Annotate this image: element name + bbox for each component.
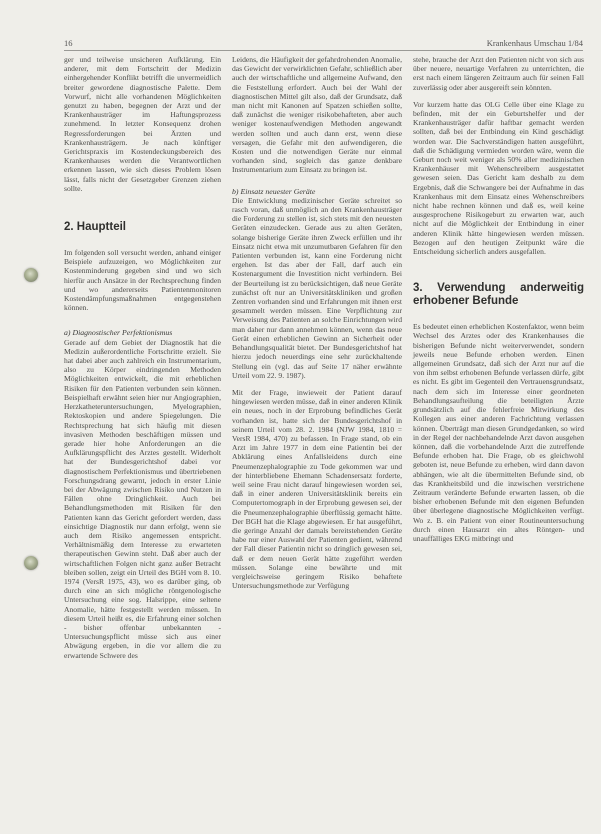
section-heading-3: 3. Verwendung anderweitig erhobener Befunde: [413, 282, 584, 308]
page-number: 16: [64, 38, 73, 48]
paragraph: Es bedeutet einen erheblichen Kostenfaktor, wenn beim Wechsel des Arztes oder des Krankenhauses die bisherigen Befunde nicht weiterverwendet, sondern jeweils neue Befunde erhoben werden. Einen allgemeinen Grundsatz, daß sich der Arzt nur auf die von ihm selbst erhobenen Befunde verlassen dürfe, gibt es nicht. Es gibt im Gegenteil den Vertrauensgrundsatz, nach dem sich im Interesse einer geordneten Behandlungsaufteilung die beteiligten Ärzte grundsätzlich auf die fehlerfreie Mitwirkung des Kollegen aus einer anderen Fachrichtung verlassen können. Überträgt man diesen Grundgedanken, so wird in der Regel der nachbehandelnde Arzt davon ausgehen können, daß die vorbehandelnde Arzt die zutreffende Befunde erhoben hat. Die Frage, ob es gleichwohl geboten ist, neue Befunde zu erheben, wird dann davon abhängen, wie alt die übermittelten Befunde sind, ob das Krankheitsbild und die inzwischen verstrichene Zeitraum veränderte Befunde erwarten lassen, ob die bisher erhobenen Befunde mit den eigenen Befunden über überlegene diagnostische Möglichkeiten verfügt. Wo z. B. ein Patient von einer Routineuntersuchung durch einen Hausarzt ein altes Röntgen- und unauffälliges EKG mitbringt und: [413, 322, 584, 543]
paragraph: Mit der Frage, inwieweit der Patient darauf hingewiesen werden müsse, daß in einer anderen Klinik ein neues, noch in der Erprobung befindliches Gerät vorhanden ist, hatte sich der Bundesgerichtshof in seinem Urteil vom 28. 2. 1984 (NJW 1984, 1810 = VersR 1984, 470) zu befassen. In Frage stand, ob ein Arzt im Jahre 1977 in dem eine Patientin bei der Abklärung eines Anfallsleidens durch eine Pneumenzephalographie zu Tode gekommen war und der hinterbliebene Ehemann Schadensersatz forderte, weil seine Frau nicht darauf hingewiesen worden sei, daß in einer anderen Universitätsklinik bereits ein Computertomograph in der Erprobung gewesen sei, der die Pneumenzephalographie überflüssig gemacht hätte. Der BGH hat die Klage abgewiesen. Er hat ausgeführt, die geringe Anzahl der damals bereitstehenden Geräte habe nur einer Auswahl der Patienten gedient, während der Fall dieser Patientin nicht so dringlich gewesen sei, daß er dem neuen Gerät hätte zugeführt werden müssen. Solange eine bewährte und mit vergleichsweise geringem Risiko behaftete Untersuchungsmethode zur Verfügung: [232, 387, 402, 591]
subsection-heading-a: a) Diagnostischer Perfektionismus: [64, 328, 173, 338]
text-column-1: [64, 55, 221, 660]
text-column-3: [413, 55, 584, 543]
paragraph: Gerade auf dem Gebiet der Diagnostik hat die Medizin außerordentliche Fortschritte erzielt. Sie hat dabei aber auch zahlreich ein Instrumentarium, also zu Körper eindringenden Methoden Möglichkeiten entwickelt, die mit erheblichen Risiken für den Patienten verbunden sein können. Beispielhaft erwähnt seien hier nur Angiographien, Herzkatheteruntersuchungen, Myelographien, Rektoskopien und andere Spiegelungen. Die Rechtsprechung hat sich häufig mit diesen invasiven Methoden beschäftigen müssen und gerade hier hohe Anforderungen an die Aufklärungspflicht des Arztes gestellt. Widerholt hat der Bundesgerichtshof dabei vor diagnostischem Perfektionismus und übertriebenen Forschungsdrang gewarnt, jedoch in erster Linie bei der Abwägung zwischen Risiko und Nutzen in Fällen ohne Dringlichkeit. Auch bei Behandlungsmethoden mit Risiken für den Patienten kann das Gericht gefordert werden, dass einsichtige Diagnostik nur dann erfolgt, wenn sie auch dem Risiko angemessen entspricht. Verhältnismäßig dem Interesse zu erwarteten therapeutischen Gewinn steht. Daß aber auch der wirtschaftlichen Folgen nicht ganz außer Betracht bleiben sollen, zeigt ein Urteil des BGH vom 8. 10. 1974 (VersR 1975, 43), wo es darüber ging, ob durch eine an sich mögliche röntgenologische Untersuchung eine sog. Halsrippe, eine seltene Anomalie, hätte festgestellt werden müssen. In diesem Urteil heißt es, die Erfahrung einer solchen - bisher offenbar unbekannten - Untersuchungspflicht müsse sich aus einer Abwägung ergeben, in die vor allem die zu erwartende Schwere des: [64, 337, 221, 660]
paragraph: ger und teilweise unsicheren Aufklärung. Ein anderer, mit dem Fortschritt der Medizin einhergehender Konflikt betrifft die unvermeidlich breiter gewordene diagnostische Palette. Dem Vorwurf, nicht alle vorhandenen Möglichkeiten genutzt zu haben, begegnen der Arzt und der Krankenhausträger im Haftungsprozess zunehmend. In letzter Konsequenz drohen Regressforderungen bei Ärzten und Krankenhausträgern. Je nach künftiger Gerichtspraxis im Kostendeckungsbereich des Krankenhauses werden die Verantwortlichen erkennen lassen, wie sich dieses Problem lösen lässt, falls nicht der Gesetzgeber Grenzen ziehen sollte.: [64, 55, 221, 193]
running-header: [64, 38, 583, 51]
binder-hole-icon: [24, 556, 38, 570]
journal-title: Krankenhaus Umschau 1/84: [486, 38, 583, 48]
paragraph: Leidens, die Häufigkeit der gefahrdrohenden Anomalie, das Gewicht der verwirklichten Gefahr, schließlich aber auch der wirtschaftliche und allgemeine Aufwand, den die Feststellung erfordert. Auch bei der Wahl der diagnostischen Mittel gilt also, daß der Grundsatz, daß man nicht mit Kanonen auf Spatzen schießen sollte, daß zunächst die weniger risikobehafteten, aber auch weniger kostenaufwendigen Methoden angewandt werden sollten und auch dann erst, wenn diese versagen, die Gefahr mit den aufwendigeren, die Kosten und die notwendigen Geräte nur einmal vorhanden sind, sogleich das ganze denkbare Instrumentarium zum Einsatz zu bringen ist.: [232, 55, 402, 175]
binder-hole-icon: [24, 268, 38, 282]
paragraph: Im folgenden soll versucht werden, anhand einiger Beispiele aufzuzeigen, wo Möglichkeiten zur Kostenminderung gegeben sind und wo sich hierfür auch Ansätze in der Rechtsprechung finden und wo andererseits Patientenmonitoren Kostendämpfungsmaßnahmen entgegenstehen können.: [64, 248, 221, 313]
subsection-heading-b: b) Einsatz neuester Geräte: [232, 186, 316, 196]
paragraph: Die Entwicklung medizinischer Geräte schreitet so rasch voran, daß unmöglich an den Krankenhausträger die Forderung zu stellen ist, sich stets mit den neuesten Geräten einzudecken. Gerade aus zu alten Geräten, solange bisherige Geräte ihren Zweck erfüllen und ihr Einsatz nicht etwa mit unzumutbaren Gefahren für den Patienten verbunden ist, kann eine Forderung nicht ergehen. Ist das aber der Fall, darf auch ein Kostenargument die Investition nicht verhindern. Bei der Beurteilung ist zu berücksichtigen, daß neue Geräte zunächst oft nur an Universitätskliniken und großen Zentren vorhanden sind und Erfahrungen mit ihnen erst gesammelt werden müssen. Eine Verpflichtung zur Verweisung des Patienten an solche Einrichtungen wird man daher nur dann annehmen können, wenn das neue Gerät einen erheblichen Gewinn an Sicherheit oder Behandlungsqualität bietet. Der Bundesgerichtshof hat hierzu jedoch neuerdings eine sehr zurückhaltende Stellung ein (vgl. das auf Seite 17 näher erwähnte Urteil vom 22. 9. 1987).: [232, 195, 402, 380]
paragraph: Vor kurzem hatte das OLG Celle über eine Klage zu befinden, mit der ein Geburtshelfer und der Krankenhausträger dafür haftbar gemacht werden sollten, daß bei der Entbindung ein Kind geschädigt worden war. Die Sachverständigen hatten ausgeführt, daß die Schädigung vermieden worden wäre, wenn die Geburt noch weit weniger als 50% aller medizinischen Krankenhäuser mit Wehenschreibern ausgestattet gewesen seien. Das Gericht kam deshalb zu dem Ergebnis, daß die Schwangere bei der Aufnahme in das Krankenhaus mit dem Einsatz eines Wehenschreibers nicht habe rechnen können und daß es, weil keine ausgesprochene Risikogeburt zu erwarten war, auch nicht auf die Möglichkeit der Entbindung in einer anderen Klinik hätte hingewiesen werden müssen. Bezogen auf den heutigen Zeitpunkt wäre die Entscheidung sicherlich anders ausgefallen.: [413, 99, 584, 257]
paragraph: stehe, brauche der Arzt den Patienten nicht von sich aus über neuere, neuartige Verfahren zu unterrichten, die erst nach einem längeren Zeitraum auch für seinen Fall zuverlässig oder aber ausgereift sein könnten.: [413, 55, 584, 92]
text-column-2: [232, 55, 402, 590]
section-heading-2: 2. Hauptteil: [64, 221, 126, 234]
